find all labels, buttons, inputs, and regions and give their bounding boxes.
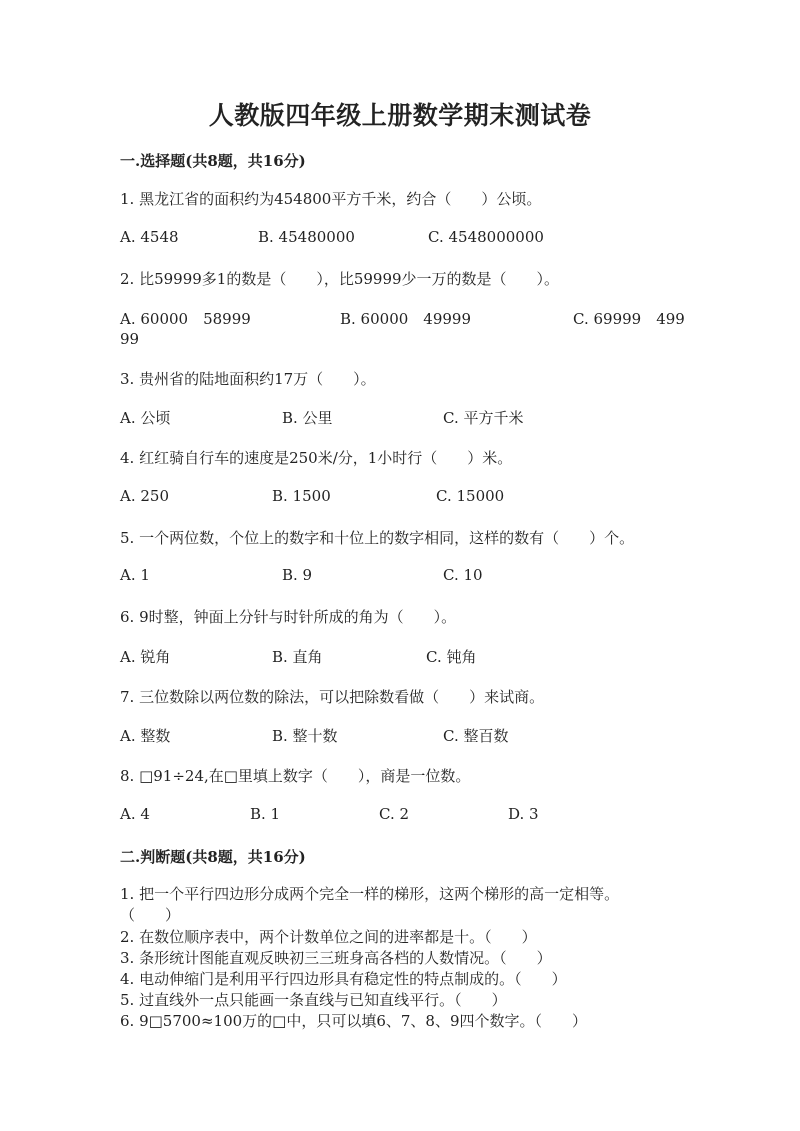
judgement-3: 3. 条形统计图能直观反映初三三班身高各档的人数情况。（ ） [120, 949, 552, 967]
q7-option-a: A. 整数 [120, 727, 171, 745]
section-heading-choice: 一.选择题(共8题，共16分) [120, 152, 306, 170]
q5-option-c: C. 10 [443, 566, 483, 584]
q7-option-c: C. 整百数 [443, 727, 509, 745]
question-4: 4. 红红骑自行车的速度是250米/分，1小时行（ ）米。 [120, 449, 513, 467]
judgement-1: 1. 把一个平行四边形分成两个完全一样的梯形，这两个梯形的高一定相等。 [120, 885, 620, 903]
q5-option-b: B. 9 [282, 566, 313, 584]
q2-option-c: C. 69999 499 [573, 310, 685, 328]
page-title: 人教版四年级上册数学期末测试卷 [208, 101, 592, 130]
question-3: 3. 贵州省的陆地面积约17万（ ）。 [120, 370, 376, 388]
q4-option-a: A. 250 [120, 487, 169, 505]
q5-option-a: A. 1 [120, 566, 150, 584]
question-2: 2. 比59999多1的数是（ ），比59999少一万的数是（ ）。 [120, 270, 560, 288]
q8-option-a: A. 4 [120, 805, 150, 823]
judgement-5: 5. 过直线外一点只能画一条直线与已知直线平行。（ ） [120, 991, 507, 1009]
judgement-6: 6. 9□5700≈100万的□中，只可以填6、7、8、9四个数字。（ ） [120, 1012, 588, 1030]
q3-option-a: A. 公顷 [120, 409, 171, 427]
judgement-1-bracket: （ ） [120, 906, 181, 924]
q2-option-a: A. 60000 58999 [120, 310, 251, 328]
q6-option-b: B. 直角 [272, 648, 323, 666]
question-7: 7. 三位数除以两位数的除法，可以把除数看做（ ）来试商。 [120, 688, 545, 706]
question-1: 1. 黑龙江省的面积约为454800平方千米，约合（ ）公顷。 [120, 190, 542, 208]
q6-option-a: A. 锐角 [120, 648, 171, 666]
q8-option-b: B. 1 [250, 805, 281, 823]
q2-option-c-wrap: 99 [120, 330, 140, 348]
question-6: 6. 9时整，钟面上分针与时针所成的角为（ ）。 [120, 608, 457, 626]
q1-option-b: B. 45480000 [258, 228, 355, 246]
q1-option-c: C. 4548000000 [428, 228, 544, 246]
q4-option-c: C. 15000 [436, 487, 505, 505]
q1-option-a: A. 4548 [120, 228, 179, 246]
section-heading-judgement: 二.判断题(共8题，共16分) [120, 848, 306, 866]
q7-option-b: B. 整十数 [272, 727, 338, 745]
judgement-4: 4. 电动伸缩门是利用平行四边形具有稳定性的特点制成的。（ ） [120, 970, 567, 988]
q8-option-d: D. 3 [508, 805, 539, 823]
question-8: 8. □91÷24,在□里填上数字（ ），商是一位数。 [120, 767, 471, 785]
question-5: 5. 一个两位数，个位上的数字和十位上的数字相同，这样的数有（ ）个。 [120, 529, 635, 547]
judgement-2: 2. 在数位顺序表中，两个计数单位之间的进率都是十。（ ） [120, 928, 537, 946]
q2-option-b: B. 60000 49999 [340, 310, 471, 328]
q8-option-c: C. 2 [379, 805, 410, 823]
q6-option-c: C. 钝角 [426, 648, 477, 666]
q3-option-b: B. 公里 [282, 409, 333, 427]
q3-option-c: C. 平方千米 [443, 409, 524, 427]
q4-option-b: B. 1500 [272, 487, 331, 505]
